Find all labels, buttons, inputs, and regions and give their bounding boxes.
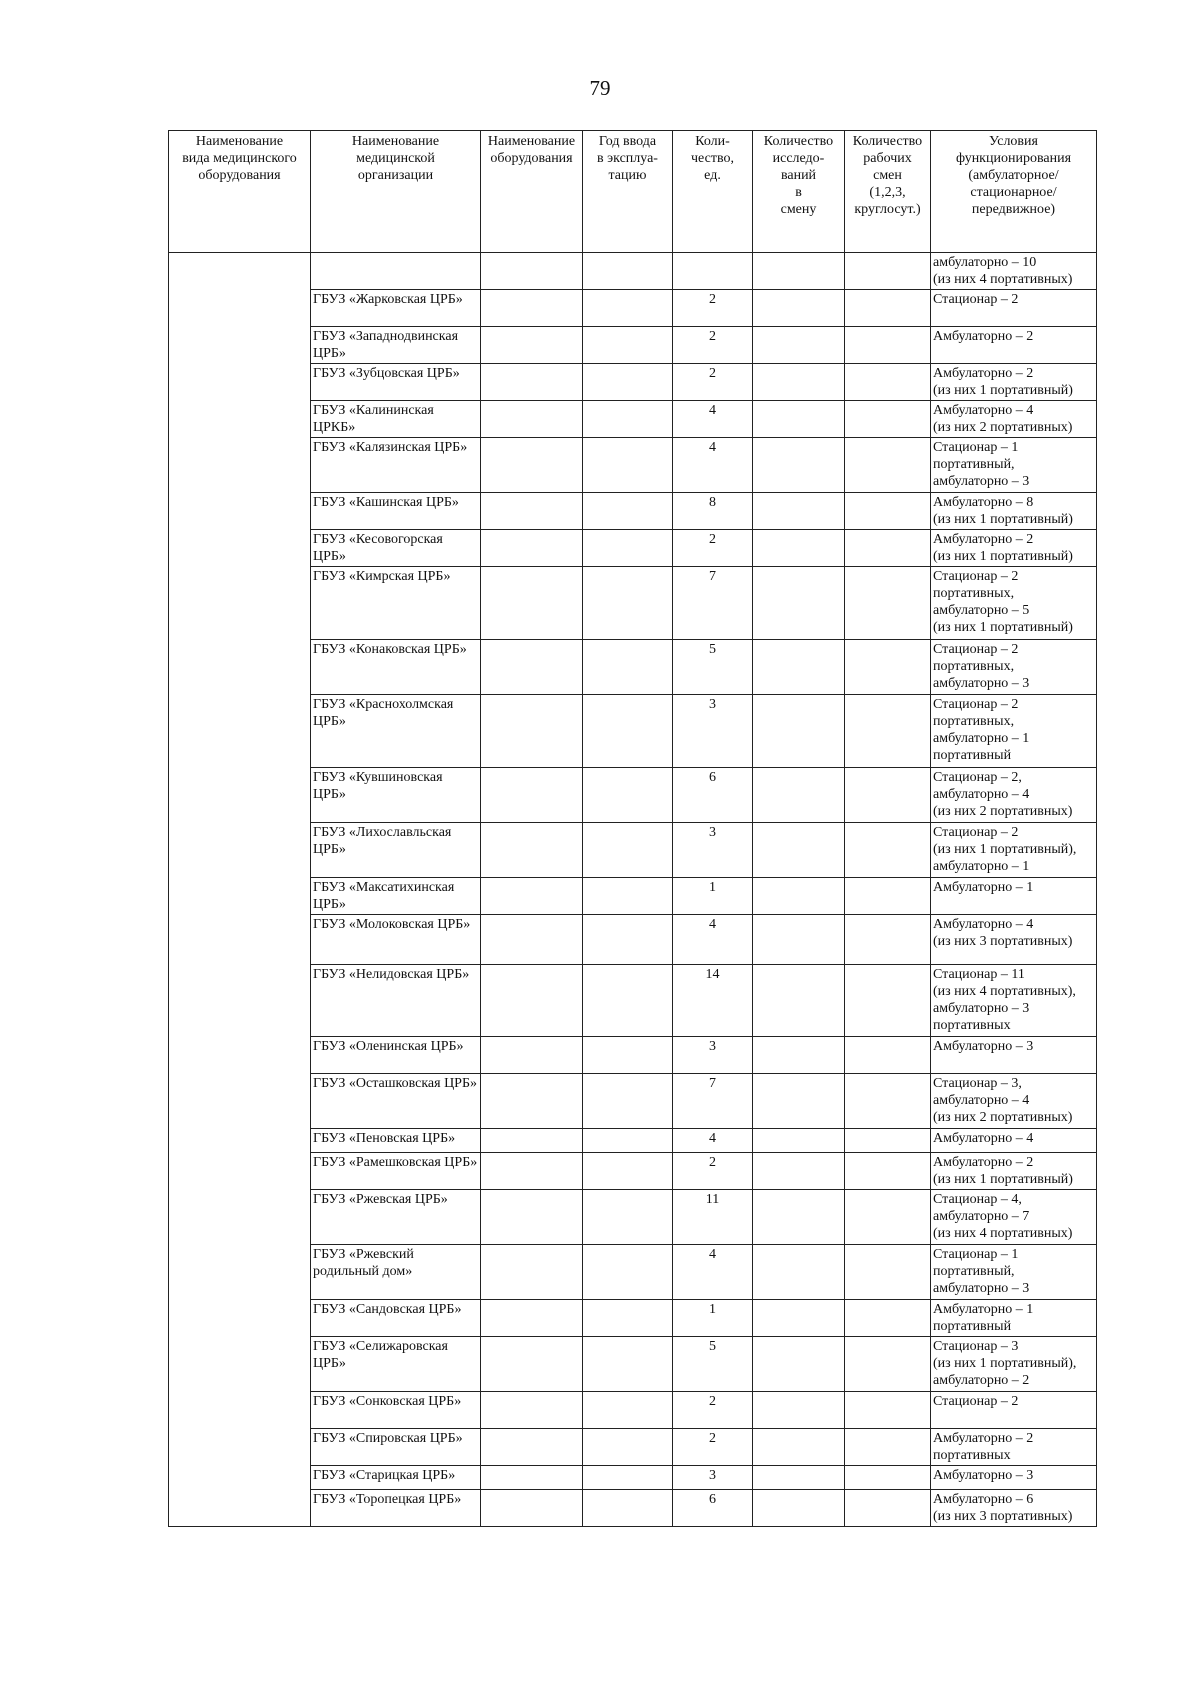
- organization-cell: ГБУЗ «Осташковская ЦРБ»: [311, 1074, 481, 1129]
- organization-cell: ГБУЗ «Калязинская ЦРБ»: [311, 438, 481, 493]
- header-equipment-kind: Наименование вида медицинского оборудования: [169, 131, 311, 253]
- table-row: [169, 253, 1097, 290]
- header-organization: Наименование медицинской организации: [311, 131, 481, 253]
- organization-cell: ГБУЗ «Селижаровская ЦРБ»: [311, 1337, 481, 1392]
- work-shifts-cell: [845, 1074, 931, 1129]
- work-shifts-cell: [845, 1337, 931, 1392]
- organization-cell: ГБУЗ «Кесовогорская ЦРБ»: [311, 530, 481, 567]
- operating-conditions-cell: Стационар – 11 (из них 4 портативных), амбулаторно – 3 портативных: [931, 965, 1097, 1037]
- work-shifts-cell: [845, 640, 931, 695]
- work-shifts-cell: [845, 878, 931, 915]
- studies-per-shift-cell: [753, 640, 845, 695]
- commission-year-cell: [583, 530, 673, 567]
- studies-per-shift-cell: [753, 1190, 845, 1245]
- equipment-name-cell: [481, 1074, 583, 1129]
- operating-conditions-cell: Стационар – 3, амбулаторно – 4 (из них 2 портативных): [931, 1074, 1097, 1129]
- studies-per-shift-cell: [753, 1429, 845, 1466]
- operating-conditions-cell: Амбулаторно – 4 (из них 3 портативных): [931, 915, 1097, 965]
- work-shifts-cell: [845, 1466, 931, 1490]
- commission-year-cell: [583, 1490, 673, 1527]
- quantity-cell: 2: [673, 1392, 753, 1429]
- work-shifts-cell: [845, 567, 931, 640]
- studies-per-shift-cell: [753, 965, 845, 1037]
- organization-cell: ГБУЗ «Торопецкая ЦРБ»: [311, 1490, 481, 1527]
- operating-conditions-cell: Стационар – 2 портативных, амбулаторно – 5 (из них 1 портативный): [931, 567, 1097, 640]
- studies-per-shift-cell: [753, 878, 845, 915]
- quantity-cell: 11: [673, 1190, 753, 1245]
- commission-year-cell: [583, 438, 673, 493]
- quantity-cell: 3: [673, 823, 753, 878]
- operating-conditions-cell: Стационар – 2 портативных, амбулаторно – 3: [931, 640, 1097, 695]
- work-shifts-cell: [845, 1037, 931, 1074]
- quantity-cell: [673, 253, 753, 290]
- work-shifts-cell: [845, 327, 931, 364]
- organization-cell: ГБУЗ «Кашинская ЦРБ»: [311, 493, 481, 530]
- work-shifts-cell: [845, 695, 931, 768]
- equipment-name-cell: [481, 1190, 583, 1245]
- studies-per-shift-cell: [753, 1129, 845, 1153]
- studies-per-shift-cell: [753, 401, 845, 438]
- studies-per-shift-cell: [753, 438, 845, 493]
- operating-conditions-cell: Стационар – 2 (из них 1 портативный), амбулаторно – 1: [931, 823, 1097, 878]
- equipment-name-cell: [481, 530, 583, 567]
- operating-conditions-cell: Стационар – 2: [931, 1392, 1097, 1429]
- studies-per-shift-cell: [753, 530, 845, 567]
- quantity-cell: 2: [673, 327, 753, 364]
- work-shifts-cell: [845, 1190, 931, 1245]
- work-shifts-cell: [845, 768, 931, 823]
- operating-conditions-cell: Амбулаторно – 8 (из них 1 портативный): [931, 493, 1097, 530]
- organization-cell: ГБУЗ «Максатихинская ЦРБ»: [311, 878, 481, 915]
- quantity-cell: 4: [673, 1245, 753, 1300]
- commission-year-cell: [583, 640, 673, 695]
- equipment-name-cell: [481, 878, 583, 915]
- studies-per-shift-cell: [753, 695, 845, 768]
- header-commission-year: Год ввода в эксплуа- тацию: [583, 131, 673, 253]
- table-header-row: [169, 131, 1097, 253]
- organization-cell: ГБУЗ «Сонковская ЦРБ»: [311, 1392, 481, 1429]
- operating-conditions-cell: Амбулаторно – 3: [931, 1037, 1097, 1074]
- commission-year-cell: [583, 965, 673, 1037]
- equipment-name-cell: [481, 823, 583, 878]
- commission-year-cell: [583, 290, 673, 327]
- operating-conditions-cell: Амбулаторно – 4: [931, 1129, 1097, 1153]
- quantity-cell: 6: [673, 768, 753, 823]
- work-shifts-cell: [845, 530, 931, 567]
- quantity-cell: 5: [673, 640, 753, 695]
- quantity-cell: 1: [673, 878, 753, 915]
- quantity-cell: 14: [673, 965, 753, 1037]
- work-shifts-cell: [845, 290, 931, 327]
- equipment-name-cell: [481, 493, 583, 530]
- commission-year-cell: [583, 567, 673, 640]
- commission-year-cell: [583, 823, 673, 878]
- organization-cell: ГБУЗ «Ржевская ЦРБ»: [311, 1190, 481, 1245]
- commission-year-cell: [583, 1190, 673, 1245]
- equipment-name-cell: [481, 1037, 583, 1074]
- organization-cell: ГБУЗ «Нелидовская ЦРБ»: [311, 965, 481, 1037]
- operating-conditions-cell: Амбулаторно – 2 портативных: [931, 1429, 1097, 1466]
- quantity-cell: 3: [673, 1037, 753, 1074]
- quantity-cell: 6: [673, 1490, 753, 1527]
- studies-per-shift-cell: [753, 493, 845, 530]
- studies-per-shift-cell: [753, 253, 845, 290]
- equipment-name-cell: [481, 1429, 583, 1466]
- studies-per-shift-cell: [753, 1466, 845, 1490]
- organization-cell: ГБУЗ «Кувшиновская ЦРБ»: [311, 768, 481, 823]
- equipment-name-cell: [481, 1245, 583, 1300]
- equipment-name-cell: [481, 290, 583, 327]
- organization-cell: [311, 253, 481, 290]
- equipment-name-cell: [481, 1392, 583, 1429]
- commission-year-cell: [583, 253, 673, 290]
- quantity-cell: 4: [673, 915, 753, 965]
- organization-cell: ГБУЗ «Калининская ЦРКБ»: [311, 401, 481, 438]
- commission-year-cell: [583, 1245, 673, 1300]
- organization-cell: ГБУЗ «Конаковская ЦРБ»: [311, 640, 481, 695]
- operating-conditions-cell: Стационар – 2, амбулаторно – 4 (из них 2 портативных): [931, 768, 1097, 823]
- studies-per-shift-cell: [753, 768, 845, 823]
- equipment-name-cell: [481, 327, 583, 364]
- table-body: [169, 253, 1097, 1527]
- equipment-name-cell: [481, 438, 583, 493]
- commission-year-cell: [583, 878, 673, 915]
- studies-per-shift-cell: [753, 1074, 845, 1129]
- studies-per-shift-cell: [753, 1337, 845, 1392]
- operating-conditions-cell: Амбулаторно – 1 портативный: [931, 1300, 1097, 1337]
- commission-year-cell: [583, 364, 673, 401]
- equipment-name-cell: [481, 1153, 583, 1190]
- commission-year-cell: [583, 768, 673, 823]
- equipment-name-cell: [481, 1337, 583, 1392]
- header-quantity: Коли- чество, ед.: [673, 131, 753, 253]
- header-studies-per-shift: Количество исследо- ваний в смену: [753, 131, 845, 253]
- quantity-cell: 5: [673, 1337, 753, 1392]
- quantity-cell: 3: [673, 1466, 753, 1490]
- commission-year-cell: [583, 1153, 673, 1190]
- page-number: 79: [589, 76, 611, 100]
- work-shifts-cell: [845, 1490, 931, 1527]
- studies-per-shift-cell: [753, 915, 845, 965]
- quantity-cell: 4: [673, 438, 753, 493]
- work-shifts-cell: [845, 364, 931, 401]
- work-shifts-cell: [845, 1153, 931, 1190]
- work-shifts-cell: [845, 401, 931, 438]
- quantity-cell: 4: [673, 1129, 753, 1153]
- operating-conditions-cell: Амбулаторно – 4 (из них 2 портативных): [931, 401, 1097, 438]
- work-shifts-cell: [845, 1300, 931, 1337]
- organization-cell: ГБУЗ «Кимрская ЦРБ»: [311, 567, 481, 640]
- operating-conditions-cell: Амбулаторно – 2 (из них 1 портативный): [931, 530, 1097, 567]
- organization-cell: ГБУЗ «Западнодвинская ЦРБ»: [311, 327, 481, 364]
- quantity-cell: 3: [673, 695, 753, 768]
- equipment-name-cell: [481, 915, 583, 965]
- studies-per-shift-cell: [753, 327, 845, 364]
- work-shifts-cell: [845, 1245, 931, 1300]
- organization-cell: ГБУЗ «Спировская ЦРБ»: [311, 1429, 481, 1466]
- commission-year-cell: [583, 493, 673, 530]
- operating-conditions-cell: Стационар – 4, амбулаторно – 7 (из них 4 портативных): [931, 1190, 1097, 1245]
- studies-per-shift-cell: [753, 823, 845, 878]
- quantity-cell: 1: [673, 1300, 753, 1337]
- studies-per-shift-cell: [753, 1490, 845, 1527]
- commission-year-cell: [583, 1074, 673, 1129]
- work-shifts-cell: [845, 1392, 931, 1429]
- organization-cell: ГБУЗ «Рамешковская ЦРБ»: [311, 1153, 481, 1190]
- quantity-cell: 2: [673, 1429, 753, 1466]
- organization-cell: ГБУЗ «Жарковская ЦРБ»: [311, 290, 481, 327]
- equipment-name-cell: [481, 695, 583, 768]
- organization-cell: ГБУЗ «Сандовская ЦРБ»: [311, 1300, 481, 1337]
- equipment-name-cell: [481, 640, 583, 695]
- operating-conditions-cell: Амбулаторно – 6 (из них 3 портативных): [931, 1490, 1097, 1527]
- commission-year-cell: [583, 401, 673, 438]
- equipment-name-cell: [481, 567, 583, 640]
- commission-year-cell: [583, 1037, 673, 1074]
- commission-year-cell: [583, 1337, 673, 1392]
- equipment-name-cell: [481, 1490, 583, 1527]
- quantity-cell: 2: [673, 530, 753, 567]
- operating-conditions-cell: Амбулаторно – 3: [931, 1466, 1097, 1490]
- organization-cell: ГБУЗ «Зубцовская ЦРБ»: [311, 364, 481, 401]
- commission-year-cell: [583, 695, 673, 768]
- studies-per-shift-cell: [753, 364, 845, 401]
- work-shifts-cell: [845, 493, 931, 530]
- equipment-name-cell: [481, 253, 583, 290]
- work-shifts-cell: [845, 965, 931, 1037]
- header-equipment-name: Наименование оборудования: [481, 131, 583, 253]
- quantity-cell: 7: [673, 567, 753, 640]
- quantity-cell: 4: [673, 401, 753, 438]
- work-shifts-cell: [845, 438, 931, 493]
- operating-conditions-cell: Амбулаторно – 2 (из них 1 портативный): [931, 1153, 1097, 1190]
- operating-conditions-cell: Стационар – 2 портативных, амбулаторно – 1 портативный: [931, 695, 1097, 768]
- organization-cell: ГБУЗ «Пеновская ЦРБ»: [311, 1129, 481, 1153]
- commission-year-cell: [583, 915, 673, 965]
- studies-per-shift-cell: [753, 290, 845, 327]
- studies-per-shift-cell: [753, 1153, 845, 1190]
- quantity-cell: 2: [673, 364, 753, 401]
- operating-conditions-cell: Стационар – 2: [931, 290, 1097, 327]
- equipment-name-cell: [481, 965, 583, 1037]
- work-shifts-cell: [845, 915, 931, 965]
- equipment-name-cell: [481, 1466, 583, 1490]
- commission-year-cell: [583, 1129, 673, 1153]
- quantity-cell: 7: [673, 1074, 753, 1129]
- work-shifts-cell: [845, 253, 931, 290]
- operating-conditions-cell: Амбулаторно – 2 (из них 1 портативный): [931, 364, 1097, 401]
- operating-conditions-cell: Стационар – 1 портативный, амбулаторно – 3: [931, 1245, 1097, 1300]
- operating-conditions-cell: амбулаторно – 10 (из них 4 портативных): [931, 253, 1097, 290]
- operating-conditions-cell: Амбулаторно – 1: [931, 878, 1097, 915]
- commission-year-cell: [583, 1392, 673, 1429]
- header-operating-conditions: Условия функционирования (амбулаторное/ стационарное/ передвижное): [931, 131, 1097, 253]
- organization-cell: ГБУЗ «Краснохолмская ЦРБ»: [311, 695, 481, 768]
- equipment-name-cell: [481, 364, 583, 401]
- studies-per-shift-cell: [753, 567, 845, 640]
- organization-cell: ГБУЗ «Молоковская ЦРБ»: [311, 915, 481, 965]
- work-shifts-cell: [845, 1129, 931, 1153]
- operating-conditions-cell: Стационар – 1 портативный, амбулаторно – 3: [931, 438, 1097, 493]
- header-work-shifts: Количество рабочих смен (1,2,3, круглосут.): [845, 131, 931, 253]
- studies-per-shift-cell: [753, 1037, 845, 1074]
- operating-conditions-cell: Стационар – 3 (из них 1 портативный), амбулаторно – 2: [931, 1337, 1097, 1392]
- equipment-name-cell: [481, 768, 583, 823]
- organization-cell: ГБУЗ «Оленинская ЦРБ»: [311, 1037, 481, 1074]
- quantity-cell: 8: [673, 493, 753, 530]
- studies-per-shift-cell: [753, 1245, 845, 1300]
- organization-cell: ГБУЗ «Ржевский родильный дом»: [311, 1245, 481, 1300]
- commission-year-cell: [583, 1429, 673, 1466]
- studies-per-shift-cell: [753, 1300, 845, 1337]
- equipment-name-cell: [481, 1300, 583, 1337]
- organization-cell: ГБУЗ «Старицкая ЦРБ»: [311, 1466, 481, 1490]
- organization-cell: ГБУЗ «Лихославльская ЦРБ»: [311, 823, 481, 878]
- work-shifts-cell: [845, 1429, 931, 1466]
- commission-year-cell: [583, 1466, 673, 1490]
- commission-year-cell: [583, 1300, 673, 1337]
- operating-conditions-cell: Амбулаторно – 2: [931, 327, 1097, 364]
- work-shifts-cell: [845, 823, 931, 878]
- studies-per-shift-cell: [753, 1392, 845, 1429]
- equipment-kind-cell: [169, 253, 311, 1527]
- quantity-cell: 2: [673, 290, 753, 327]
- equipment-name-cell: [481, 1129, 583, 1153]
- equipment-name-cell: [481, 401, 583, 438]
- commission-year-cell: [583, 327, 673, 364]
- quantity-cell: 2: [673, 1153, 753, 1190]
- equipment-table: [168, 130, 1097, 1527]
